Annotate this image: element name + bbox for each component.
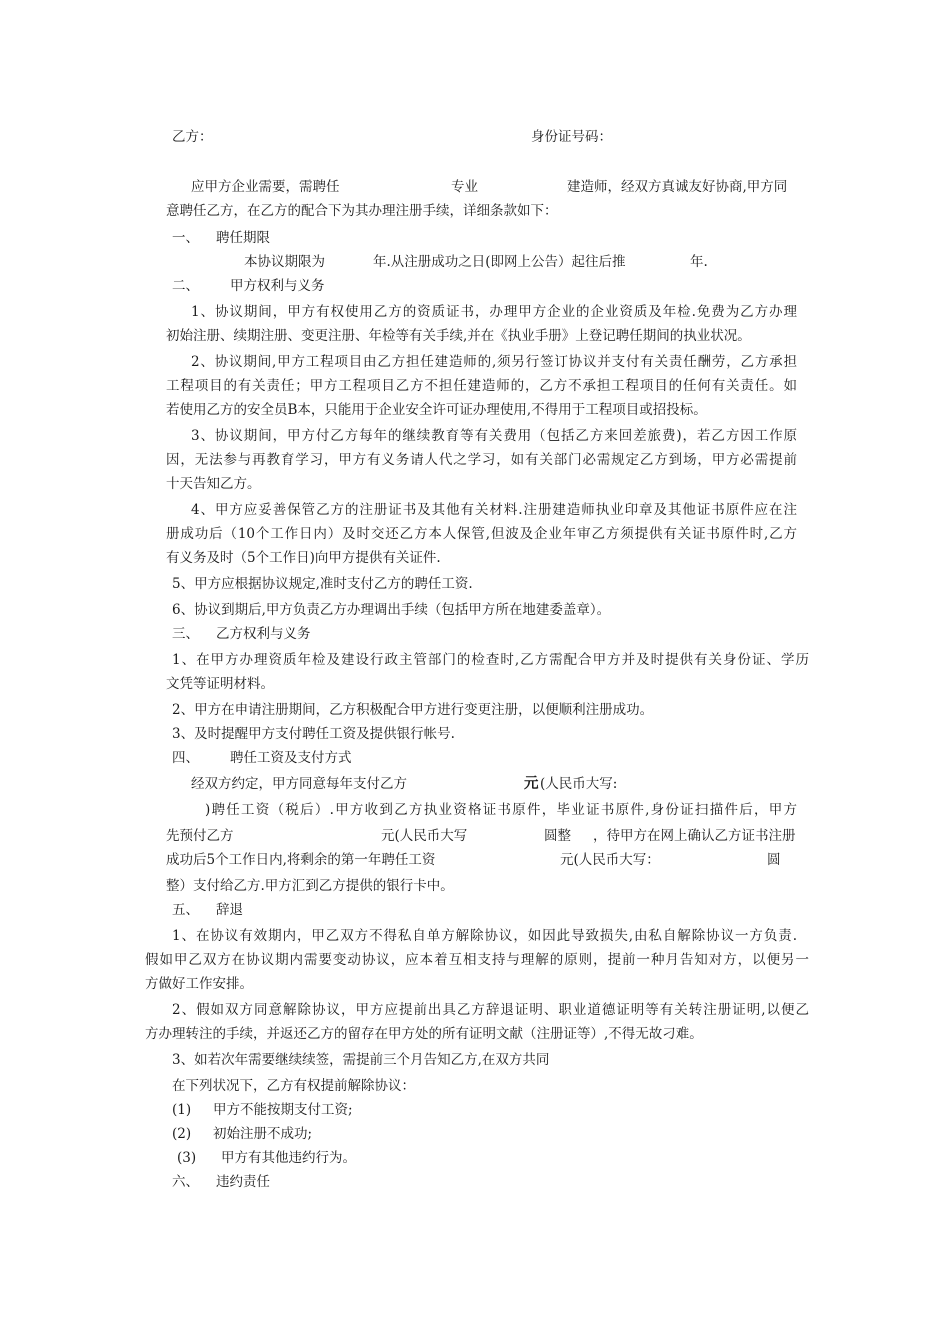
s4-line3-d: ，待甲方在网上确认乙方证书注册 bbox=[593, 828, 796, 844]
s5-item1-line3: 方做好工作安排。 bbox=[145, 976, 253, 992]
s2-item3-line2: 因，无法参与再教育学习，甲方有义务请人代之学习，如有关部门必需规定乙方到场，甲方必需提前 bbox=[166, 452, 797, 468]
section-3-number: 三、 bbox=[172, 626, 199, 642]
s2-item3-line1: 3、协议期间，甲方付乙方每年的继续教育等有关费用（包括乙方来回差旅费)，若乙方因工作原 bbox=[191, 428, 797, 444]
section-5-title: 辞退 bbox=[216, 902, 243, 918]
section-4-title: 聘任工资及支付方式 bbox=[230, 750, 352, 766]
section-4-number: 四、 bbox=[172, 750, 199, 766]
s4-line1-yuan: 元 bbox=[524, 775, 539, 792]
intro-part3: 建造师，经双方真诚友好协商,甲方同 bbox=[567, 179, 788, 195]
s2-item2-line3: 若使用乙方的安全员B本，只能用于企业安全许可证办理使用,不得用于工程项目或招投标。 bbox=[166, 402, 707, 418]
section-2-title: 甲方权利与义务 bbox=[230, 278, 325, 294]
s5-item2-line2: 方办理转注的手续，并返还乙方的留存在甲方处的所有证明文献（注册证等）,不得无故刁难。 bbox=[145, 1026, 703, 1042]
s1-term-c: 年. bbox=[690, 254, 708, 270]
s3-item2: 2、甲方在申请注册期间，乙方积极配合甲方进行变更注册，以便顺利注册成功。 bbox=[172, 702, 654, 718]
s5-case3-text: 甲方有其他违约行为。 bbox=[221, 1150, 356, 1166]
intro-line2: 意聘任乙方，在乙方的配合下为其办理注册手续，详细条款如下： bbox=[166, 203, 558, 219]
s5-case3-number: (3) bbox=[177, 1150, 197, 1166]
section-3-title: 乙方权利与义务 bbox=[216, 626, 311, 642]
s1-term-a: 本协议期限为 bbox=[244, 254, 325, 270]
s1-term-b: 年.从注册成功之日(即网上公告）起往后推 bbox=[373, 254, 626, 270]
s5-lead: 在下列状况下，乙方有权提前解除协议： bbox=[172, 1078, 415, 1094]
s4-line3-a: 先预付乙方 bbox=[166, 828, 234, 844]
s5-item1-line2: 假如甲乙双方在协议期内需要变动协议，应本着互相支持与理解的原则，提前一种月告知对方，以便另一 bbox=[145, 952, 809, 968]
section-1-number: 一、 bbox=[172, 230, 199, 246]
s4-line4-c: 圆 bbox=[767, 852, 781, 868]
section-6-title: 违约责任 bbox=[216, 1174, 270, 1190]
s2-item4-line2: 册成功后（10个工作日内）及时交还乙方本人保管,但波及企业年审乙方须提供有关证书原件时,乙方 bbox=[166, 526, 797, 542]
s2-item2-line2: 工程项目的有关责任；甲方工程项目乙方不担任建造师的，乙方不承担工程项目的任何有关责任。如 bbox=[166, 378, 797, 394]
s5-item1-line1: 1、在协议有效期内，甲乙双方不得私自单方解除协议，如因此导致损失,由私自解除协议一方负责. bbox=[172, 928, 797, 944]
s2-item3-line3: 十天告知乙方。 bbox=[166, 476, 261, 492]
intro-part1: 应甲方企业需要，需聘任 bbox=[191, 179, 340, 195]
s5-case2-text: 初始注册不成功; bbox=[213, 1126, 313, 1142]
s5-item3: 3、如若次年需要继续续签，需提前三个月告知乙方,在双方共同 bbox=[172, 1052, 550, 1068]
s4-line3-c: 圆整 bbox=[544, 828, 571, 844]
s2-item4-line3: 有义务及时（5个工作日)向甲方提供有关证件. bbox=[166, 550, 441, 566]
s2-item6: 6、协议到期后,甲方负责乙方办理调出手续（包括甲方所在地建委盖章）。 bbox=[172, 602, 611, 618]
s2-item2-line1: 2、协议期间,甲方工程项目由乙方担任建造师的,须另行签订协议并支付有关责任酬劳，乙方承担 bbox=[191, 354, 797, 370]
s5-case1-text: 甲方不能按期支付工资; bbox=[213, 1102, 353, 1118]
s4-line1-c: (人民币大写: bbox=[540, 776, 618, 792]
s5-item2-line1: 2、假如双方同意解除协议，甲方应提前出具乙方辞退证明、职业道德证明等有关转注册证明,以便乙 bbox=[172, 1002, 809, 1018]
s2-item4-line1: 4、甲方应妥善保管乙方的注册证书及其他有关材料.注册建造师执业印章及其他证书原件应在注 bbox=[191, 502, 797, 518]
s3-item3: 3、及时提醒甲方支付聘任工资及提供银行帐号. bbox=[172, 726, 455, 742]
s2-item1-line1: 1、协议期间，甲方有权使用乙方的资质证书，办理甲方企业的企业资质及年检.免费为乙方办理 bbox=[191, 304, 797, 320]
section-1-title: 聘任期限 bbox=[216, 230, 270, 246]
s3-item1-line2: 文凭等证明材料。 bbox=[166, 676, 274, 692]
s2-item1-line2: 初始注册、续期注册、变更注册、年检等有关手续,并在《执业手册》上登记聘任期间的执业状况。 bbox=[166, 328, 751, 344]
s4-line2: )聘任工资（税后）.甲方收到乙方执业资格证书原件，毕业证书原件,身份证扫描件后，甲方 bbox=[205, 802, 797, 818]
intro-part2: 专业 bbox=[451, 179, 478, 195]
s5-case1-number: (1) bbox=[172, 1102, 192, 1118]
s2-item5: 5、甲方应根据协议规定,准时支付乙方的聘任工资. bbox=[172, 576, 473, 592]
section-5-number: 五、 bbox=[172, 902, 199, 918]
s4-line4-a: 成功后5个工作日内,将剩余的第一年聘任工资 bbox=[166, 852, 436, 868]
s4-line4-b: 元(人民币大写： bbox=[560, 852, 660, 868]
s3-item1-line1: 1、在甲方办理资质年检及建设行政主管部门的检查时,乙方需配合甲方并及时提供有关身份证、学历 bbox=[172, 652, 809, 668]
party-b-label: 乙方： bbox=[172, 129, 213, 145]
s5-case2-number: (2) bbox=[172, 1126, 192, 1142]
s4-line1-a: 经双方约定，甲方同意每年支付乙方 bbox=[191, 776, 407, 792]
id-number-label: 身份证号码： bbox=[531, 129, 612, 145]
s4-line3-b: 元(人民币大写 bbox=[381, 828, 468, 844]
s4-line5: 整）支付给乙方.甲方汇到乙方提供的银行卡中。 bbox=[166, 878, 454, 894]
section-6-number: 六、 bbox=[172, 1174, 199, 1190]
section-2-number: 二、 bbox=[172, 278, 199, 294]
